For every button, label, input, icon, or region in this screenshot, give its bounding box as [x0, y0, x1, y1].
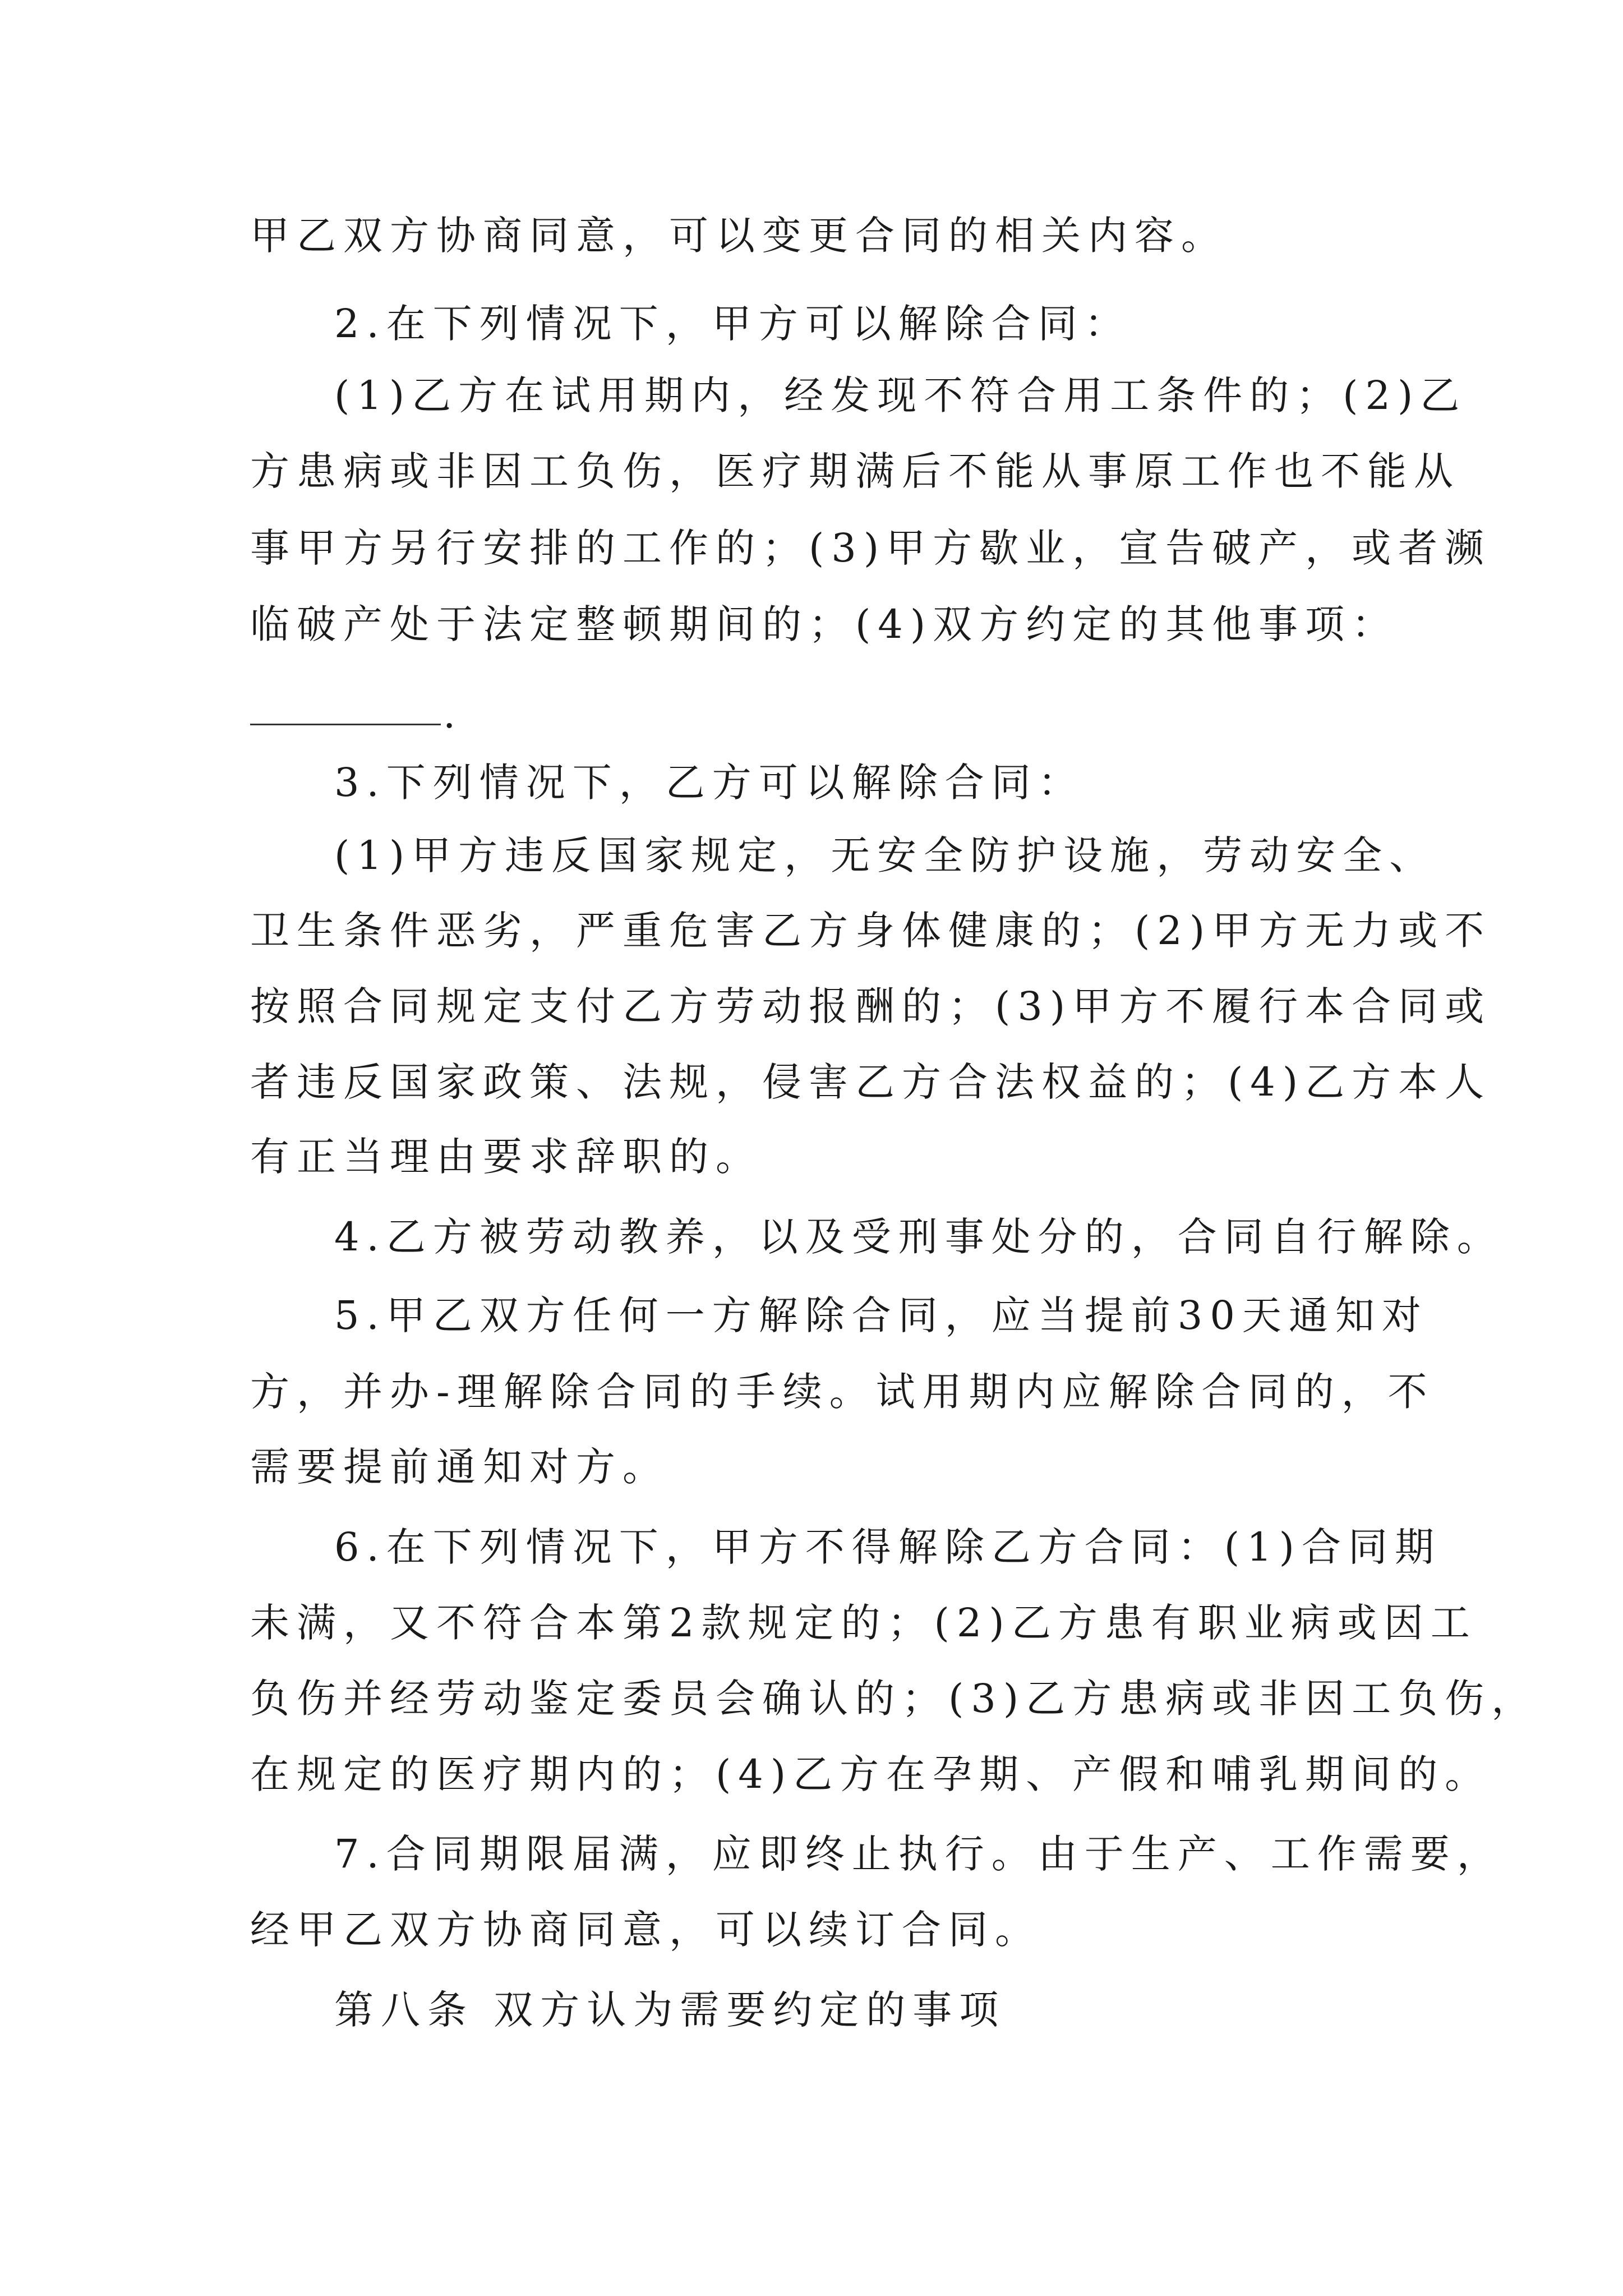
clause-6-line: 6.在下列情况下，甲方不得解除乙方合同：(1)合同期 [334, 1524, 1441, 1570]
paragraph-line: 事甲方另行安排的工作的；(3)甲方歇业，宣告破产，或者濒 [250, 525, 1492, 571]
paragraph-line: 需要提前通知对方。 [250, 1444, 669, 1490]
paragraph-line: 经甲乙双方协商同意，可以续订合同。 [250, 1907, 1041, 1953]
paragraph-line: 在规定的医疗期内的；(4)乙方在孕期、产假和哺乳期间的。 [250, 1751, 1492, 1797]
paragraph-line: 方，并办-理解除合同的手续。试用期内应解除合同的，不 [250, 1369, 1435, 1415]
clause-5-line: 5.甲乙双方任何一方解除合同，应当提前30天通知对 [334, 1292, 1428, 1338]
article-8-heading: 第八条 双方认为需要约定的事项 [334, 1987, 1006, 2033]
clause-4-line: 4.乙方被劳动教养，以及受刑事处分的，合同自行解除。 [334, 1214, 1504, 1260]
paragraph-line: (1)甲方违反国家规定，无安全防护设施，劳动安全、 [334, 832, 1436, 878]
paragraph-line: 卫生条件恶劣，严重危害乙方身体健康的；(2)甲方无力或不 [250, 908, 1492, 954]
paragraph-line: 有正当理由要求辞职的。 [250, 1134, 762, 1180]
paragraph-line: 方患病或非因工负伤，医疗期满后不能从事原工作也不能从 [250, 448, 1460, 494]
clause-7-line: 7.合同期限届满，应即终止执行。由于生产、工作需要， [334, 1831, 1504, 1877]
blank-period: . [443, 691, 456, 737]
paragraph-line: 负伤并经劳动鉴定委员会确认的；(3)乙方患病或非因工负伤， [250, 1676, 1538, 1722]
clause-3-heading: 3.下列情况下，乙方可以解除合同： [334, 760, 1085, 806]
paragraph-line: 未满，又不符合本第2款规定的；(2)乙方患有职业病或因工 [250, 1600, 1477, 1646]
paragraph-line: 按照合同规定支付乙方劳动报酬的；(3)甲方不履行本合同或 [250, 983, 1492, 1029]
paragraph-line: 者违反国家政策、法规，侵害乙方合法权益的；(4)乙方本人 [250, 1059, 1492, 1105]
fill-in-blank [250, 724, 441, 725]
paragraph-line: 临破产处于法定整顿期间的；(4)双方约定的其他事项： [250, 601, 1399, 647]
paragraph-line: 甲乙双方协商同意，可以变更合同的相关内容。 [250, 213, 1228, 259]
clause-2-heading: 2.在下列情况下，甲方可以解除合同： [334, 301, 1131, 347]
paragraph-line: (1)乙方在试用期内，经发现不符合用工条件的；(2)乙 [334, 372, 1467, 418]
